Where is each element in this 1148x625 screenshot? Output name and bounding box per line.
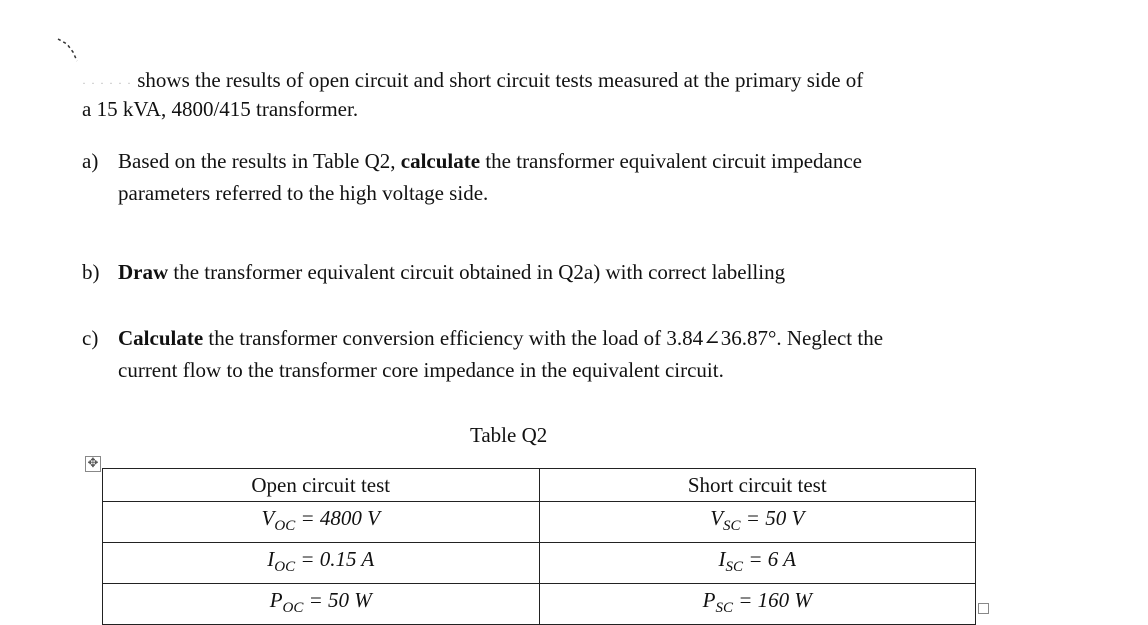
voltage-oc-cell	[103, 502, 540, 543]
value: = 6 A	[743, 547, 796, 571]
value: = 0.15 A	[295, 547, 375, 571]
faded-text: · · · · · ·	[82, 76, 132, 90]
value: = 4800 V	[295, 506, 380, 530]
symbol: I	[267, 547, 275, 571]
symbol: P	[269, 588, 283, 612]
question-c-line-1	[118, 325, 883, 351]
voltage-sc-cell	[539, 502, 976, 543]
question-b-marker: b)	[82, 260, 100, 284]
value: = 50 W	[303, 588, 372, 612]
question-c-keyword: Calculate	[118, 326, 204, 350]
question-a-line-2: parameters referred to the high voltage side.	[118, 181, 489, 205]
results-table	[102, 468, 976, 625]
table-row	[103, 584, 976, 625]
subscript: SC	[725, 559, 744, 575]
question-c-marker: c)	[82, 326, 99, 350]
subscript: OC	[274, 518, 296, 534]
question-c-post: the transformer conversion efficiency with the load of 3.84∠36.87°. Neglect the	[203, 326, 884, 350]
current-sc-cell	[539, 543, 976, 584]
table-header-row	[103, 469, 976, 502]
symbol: I	[718, 547, 726, 571]
symbol: P	[702, 588, 716, 612]
question-a-line-1	[118, 148, 862, 174]
subscript: SC	[715, 600, 733, 616]
value: = 160 W	[732, 588, 812, 612]
subscript: OC	[274, 559, 296, 575]
table-row	[103, 502, 976, 543]
subscript: OC	[282, 600, 304, 616]
symbol: V	[261, 506, 275, 530]
scan-artifact-mark	[55, 35, 95, 65]
short-circuit-header: Short circuit test	[539, 469, 976, 502]
power-oc-cell	[103, 584, 540, 625]
resize-handle-icon[interactable]	[978, 603, 989, 614]
value: = 50 V	[740, 506, 805, 530]
question-a-pre: Based on the results in Table Q2,	[118, 149, 401, 173]
question-a-marker: a)	[82, 149, 99, 173]
question-c-line-2: current flow to the transformer core impedance in the equivalent circuit.	[118, 358, 724, 382]
intro-text-2: a 15 kVA, 4800/415 transformer.	[82, 97, 359, 121]
current-oc-cell	[103, 543, 540, 584]
open-circuit-header: Open circuit test	[103, 469, 540, 502]
question-b-keyword: Draw	[118, 260, 169, 284]
move-handle-icon[interactable]: ✥	[85, 456, 101, 472]
subscript: SC	[723, 518, 741, 534]
question-a-post: the transformer equivalent circuit impedance	[480, 149, 862, 173]
question-b-post: the transformer equivalent circuit obtained in Q2a) with correct labelling	[168, 260, 786, 284]
table-row	[103, 543, 976, 584]
question-b-line-1	[118, 259, 785, 285]
intro-line-1	[82, 67, 863, 96]
question-a-keyword: calculate	[400, 149, 481, 173]
intro-line-2	[82, 96, 358, 122]
table-caption: Table Q2	[470, 423, 548, 447]
power-sc-cell	[539, 584, 976, 625]
symbol: V	[710, 506, 724, 530]
intro-text-1: shows the results of open circuit and short circuit tests measured at the primary side of	[137, 68, 864, 92]
